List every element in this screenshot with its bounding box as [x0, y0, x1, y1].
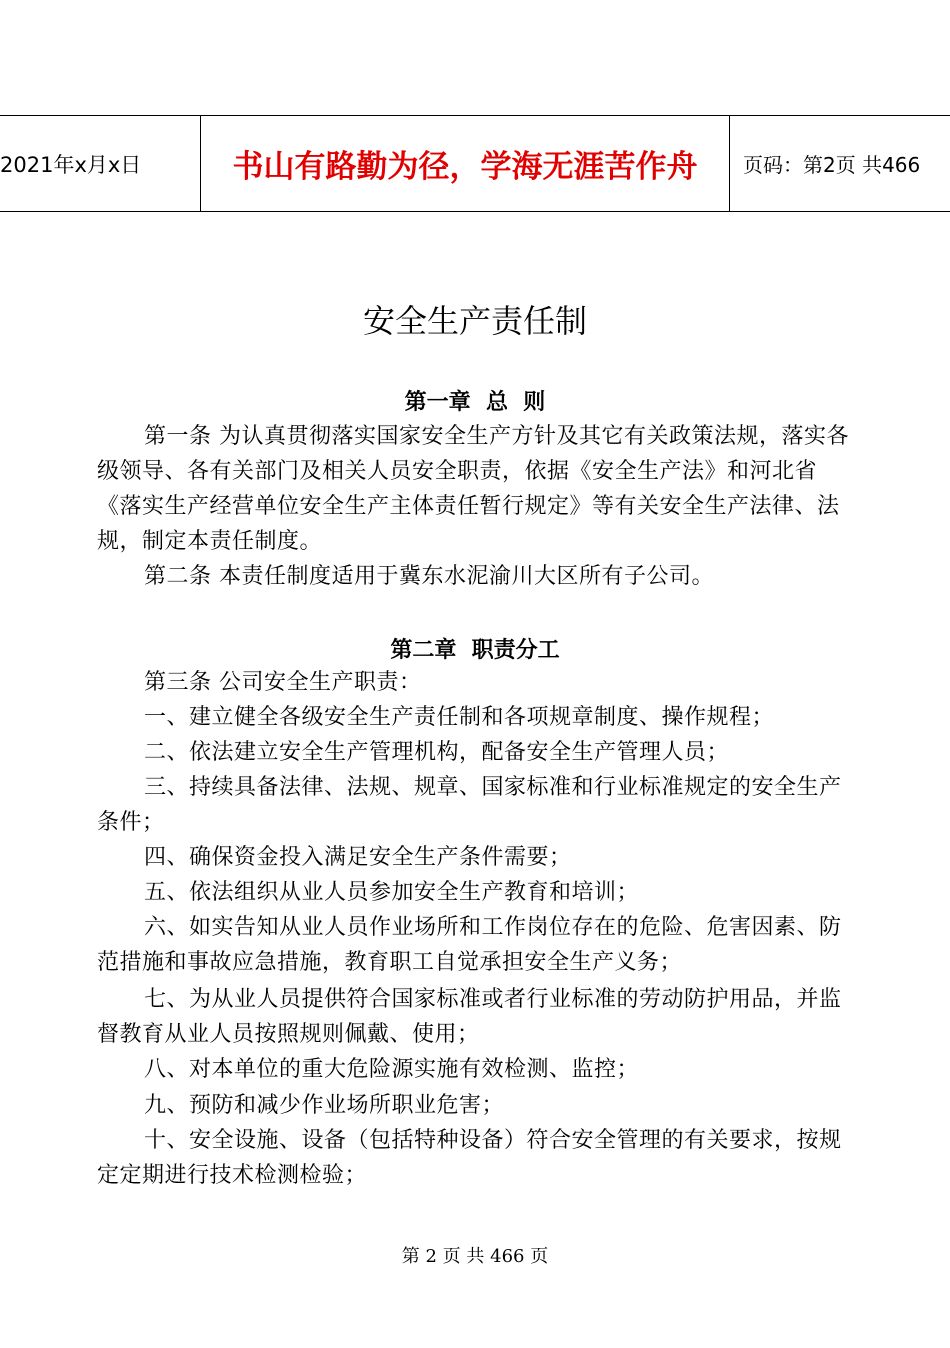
header-motto: 书山有路勤为径，学海无涯苦作舟: [200, 116, 730, 211]
paragraph-article-3: 第三条 公司安全生产职责：: [144, 670, 422, 695]
list-item-duty-6: 六、如实告知从业人员作业场所和工作岗位存在的危险、危害因素、防范措施和事故应急措施，教育职工自觉承担安全生产义务；: [97, 915, 842, 975]
list-item-duty-3: 三、持续具备法律、法规、规章、国家标准和行业标准规定的安全生产条件；: [97, 775, 842, 835]
header-page-info: 页码：第2页 共466: [743, 153, 921, 177]
chapter-heading-2: 第二章 职责分工: [390, 638, 560, 663]
list-item-duty-5: 五、依法组织从业人员参加安全生产教育和培训；: [144, 880, 640, 905]
chapter-heading-1: 第一章 总 则: [404, 390, 546, 415]
list-item-duty-8: 八、对本单位的重大危险源实施有效检测、监控；: [144, 1057, 640, 1082]
paragraph-article-2: 第二条 本责任制度适用于冀东水泥渝川大区所有子公司。: [144, 564, 714, 589]
page-header: [0, 115, 950, 212]
list-item-duty-2: 二、依法建立安全生产管理机构，配备安全生产管理人员；: [144, 740, 730, 765]
page-footer: 第 2 页 共 466 页: [401, 1246, 549, 1267]
header-date: 2021年x月x日: [0, 152, 142, 177]
list-item-duty-7: 七、为从业人员提供符合国家标准或者行业标准的劳动防护用品，并监督教育从业人员按照规则佩戴、使用；: [97, 987, 842, 1047]
document-title: 安全生产责任制: [362, 302, 587, 340]
list-item-duty-9: 九、预防和减少作业场所职业危害；: [144, 1093, 505, 1118]
list-item-duty-4: 四、确保资金投入满足安全生产条件需要；: [144, 845, 572, 870]
paragraph-article-1: 第一条 为认真贯彻落实国家安全生产方针及其它有关政策法规，落实各级领导、各有关部门及相关人员安全职责，依据《安全生产法》和河北省《落实生产经营单位安全生产主体责任暂行规定》等有关安全生产法律、法规，制定本责任制度。: [97, 424, 849, 554]
list-item-duty-10: 十、安全设施、设备（包括特种设备）符合安全管理的有关要求，按规定定期进行技术检测检验；: [97, 1128, 842, 1188]
list-item-duty-1: 一、建立健全各级安全生产责任制和各项规章制度、操作规程；: [144, 705, 775, 730]
